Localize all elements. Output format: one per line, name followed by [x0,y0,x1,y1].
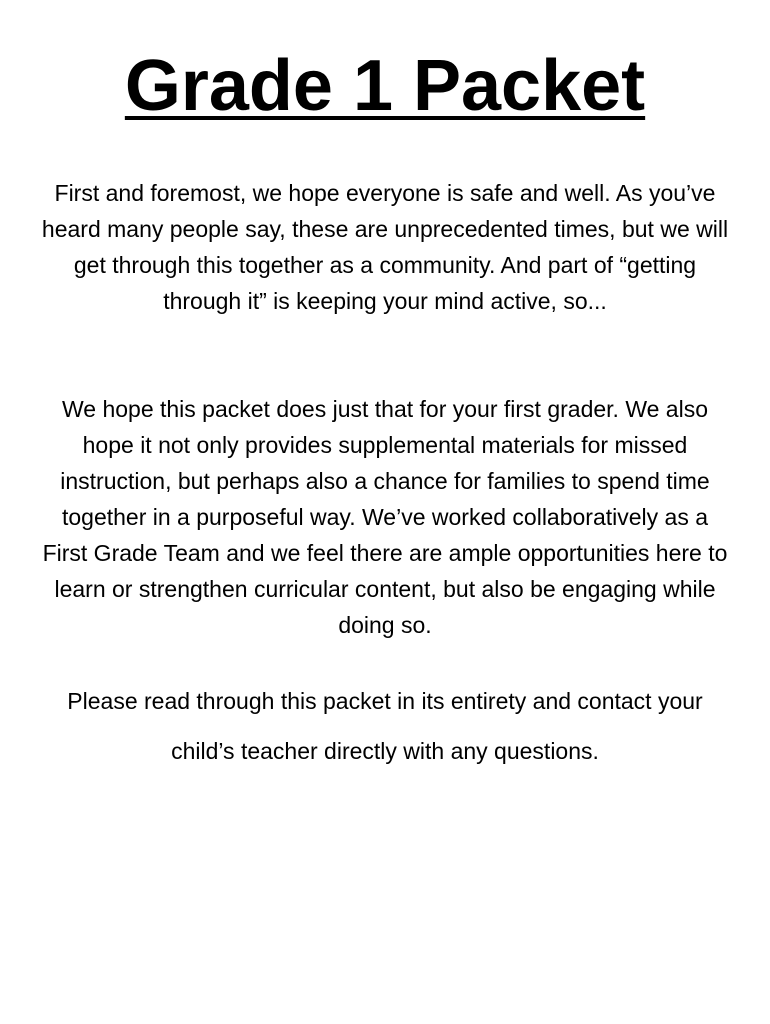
page-title-text: Grade 1 Packet [124,46,646,126]
purpose-paragraph: We hope this packet does just that for your first grader. We also hope it not only provides supplemental materials for missed instruction, but perhaps also a chance for families to spend time together in a purposeful way. We’ve worked collaboratively as a First Grade Team and we feel there are ample opportunities here to learn or strengthen curricular content, but also be engaging while doing so. [42,396,728,638]
contact-paragraph: Please read through this packet in its entirety and contact your child’s teacher directly with any questions. [67,688,703,764]
page-title [0,44,770,128]
intro-paragraph: First and foremost, we hope everyone is safe and well. As you’ve heard many people say, these are unprecedented times, but we will get through this together as a community. And part of “getting through it” is keeping your mind active, so... [41,180,729,314]
